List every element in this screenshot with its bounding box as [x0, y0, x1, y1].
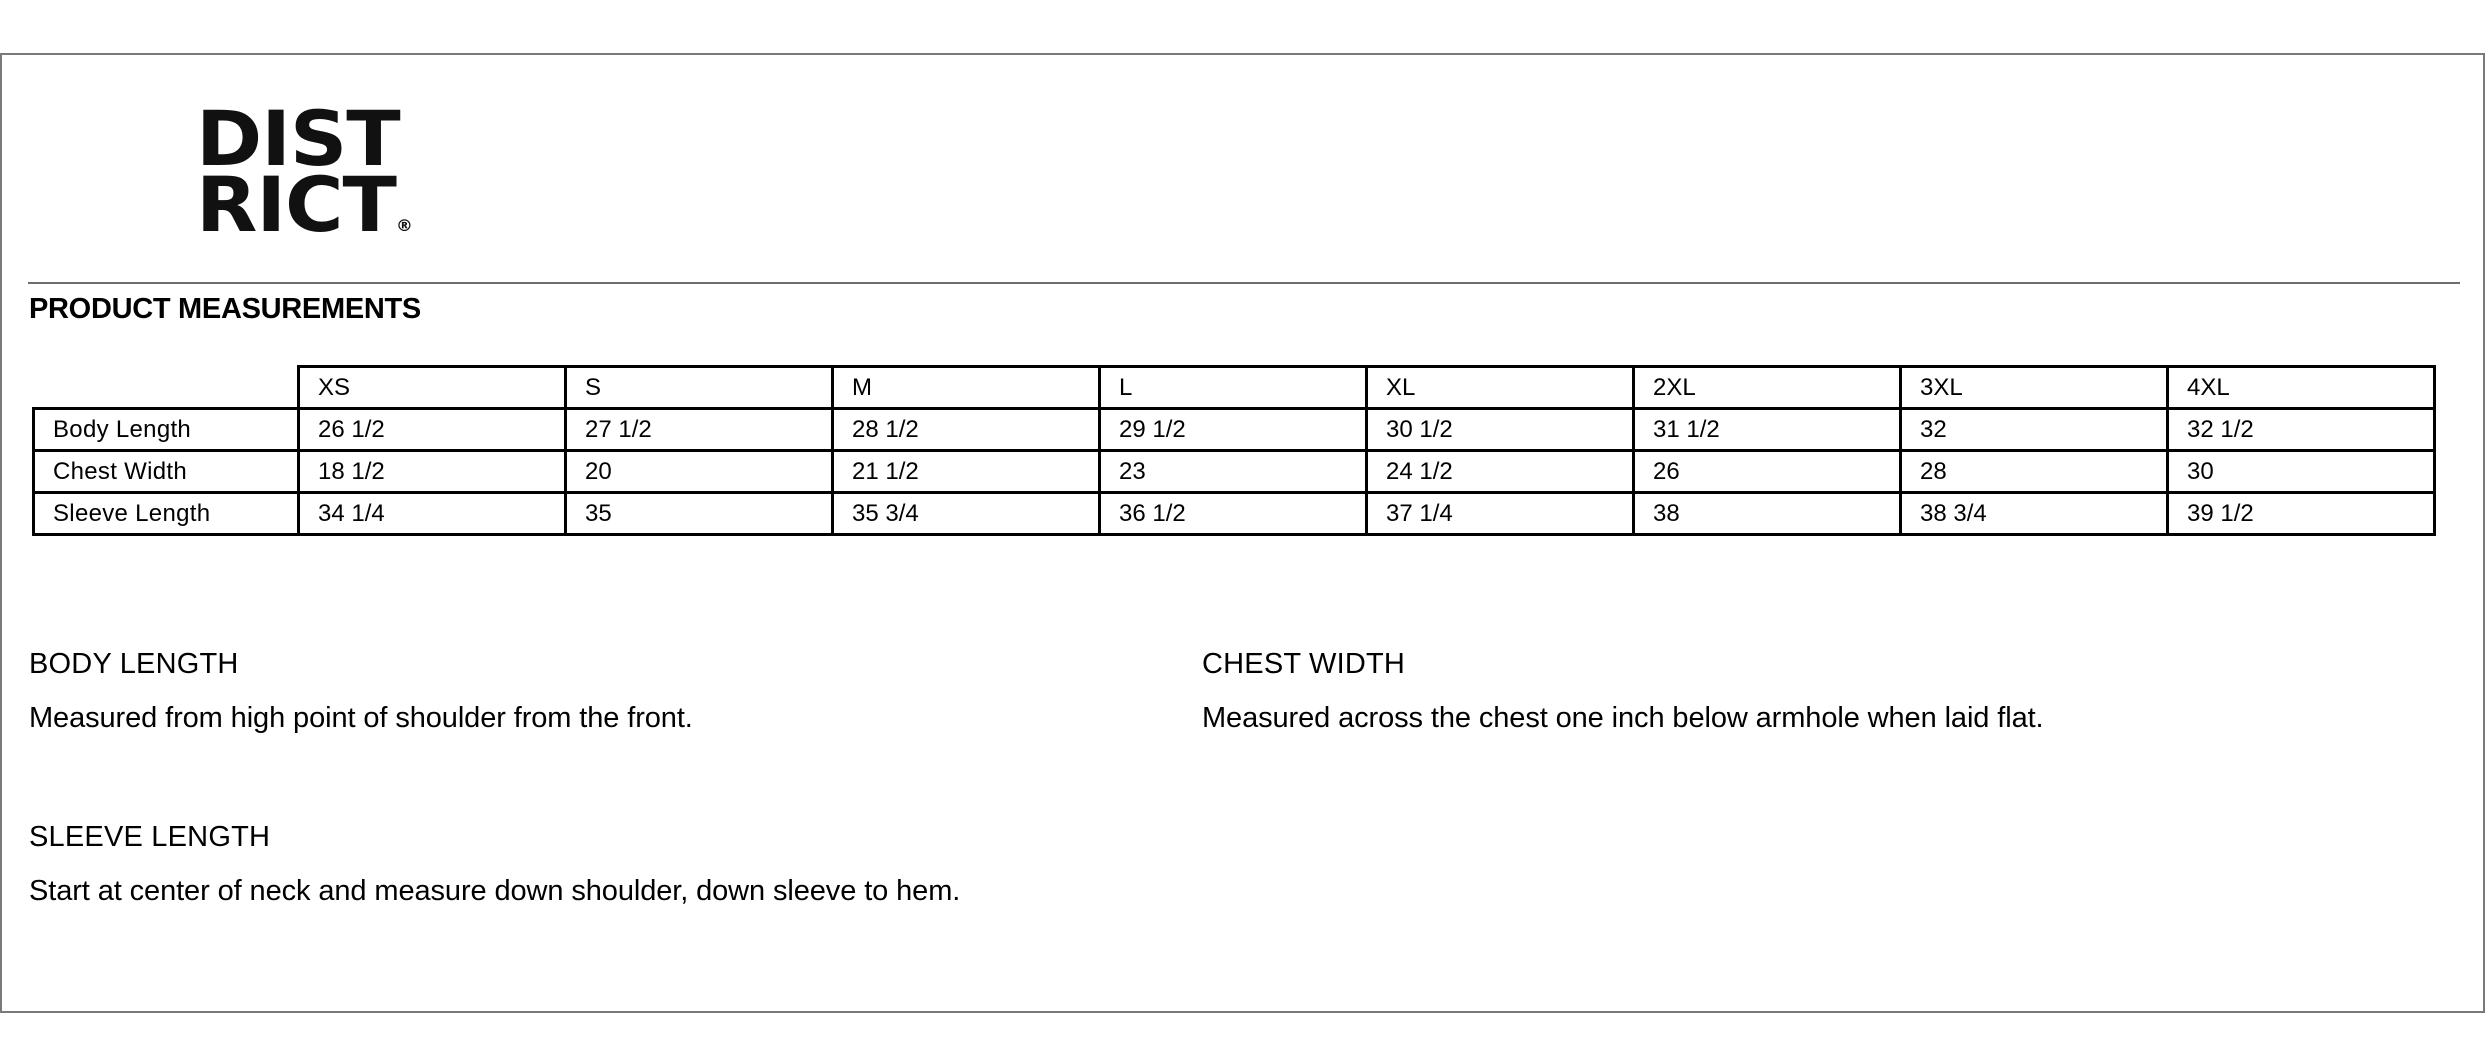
table-cell: 38 — [1634, 493, 1901, 535]
table-cell: 31 1/2 — [1634, 409, 1901, 451]
logo-line-2 — [196, 160, 427, 259]
size-header: L — [1100, 367, 1367, 409]
size-header: 3XL — [1901, 367, 2168, 409]
table-cell: 30 1/2 — [1367, 409, 1634, 451]
table-cell: 36 1/2 — [1100, 493, 1367, 535]
table-cell: 37 1/4 — [1367, 493, 1634, 535]
table-row-sleeve-length — [34, 493, 2435, 535]
table-cell: 23 — [1100, 451, 1367, 493]
table-row-body-length — [34, 409, 2435, 451]
row-label: Chest Width — [34, 451, 299, 493]
district-logo — [196, 94, 416, 249]
row-label: Sleeve Length — [34, 493, 299, 535]
table-cell: 20 — [566, 451, 833, 493]
table-cell: 24 1/2 — [1367, 451, 1634, 493]
size-header: M — [833, 367, 1100, 409]
table-cell: 28 — [1901, 451, 2168, 493]
table-cell: 35 3/4 — [833, 493, 1100, 535]
measurements-table — [32, 365, 2436, 536]
table-cell: 26 — [1634, 451, 1901, 493]
logo-line-1: DIST — [196, 94, 400, 183]
table-cell: 38 3/4 — [1901, 493, 2168, 535]
size-header-row — [34, 367, 2435, 409]
registered-mark: ® — [395, 216, 413, 235]
corner-cell — [34, 367, 299, 409]
body-length-title: BODY LENGTH — [29, 648, 239, 680]
table-cell: 30 — [2168, 451, 2435, 493]
table-cell: 18 1/2 — [299, 451, 566, 493]
size-header: XL — [1367, 367, 1634, 409]
sleeve-length-title: SLEEVE LENGTH — [29, 821, 271, 853]
table-cell: 21 1/2 — [833, 451, 1100, 493]
header-divider — [28, 282, 2460, 284]
table-cell: 29 1/2 — [1100, 409, 1367, 451]
table-row-chest-width — [34, 451, 2435, 493]
sleeve-length-description: Start at center of neck and measure down shoulder, down sleeve to hem. — [29, 875, 961, 907]
chest-width-title: CHEST WIDTH — [1202, 648, 1406, 680]
size-header: XS — [299, 367, 566, 409]
table-cell: 27 1/2 — [566, 409, 833, 451]
size-header: 4XL — [2168, 367, 2435, 409]
section-title: PRODUCT MEASUREMENTS — [29, 293, 421, 325]
table-cell: 35 — [566, 493, 833, 535]
table-cell: 28 1/2 — [833, 409, 1100, 451]
table-cell: 32 — [1901, 409, 2168, 451]
table-cell: 34 1/4 — [299, 493, 566, 535]
chest-width-description: Measured across the chest one inch below armhole when laid flat. — [1202, 702, 2044, 734]
table-cell: 32 1/2 — [2168, 409, 2435, 451]
logo-line-2-text: RICT — [196, 160, 396, 249]
table-cell: 39 1/2 — [2168, 493, 2435, 535]
row-label: Body Length — [34, 409, 299, 451]
body-length-description: Measured from high point of shoulder from the front. — [29, 702, 693, 734]
size-header: S — [566, 367, 833, 409]
size-header: 2XL — [1634, 367, 1901, 409]
table-cell: 26 1/2 — [299, 409, 566, 451]
